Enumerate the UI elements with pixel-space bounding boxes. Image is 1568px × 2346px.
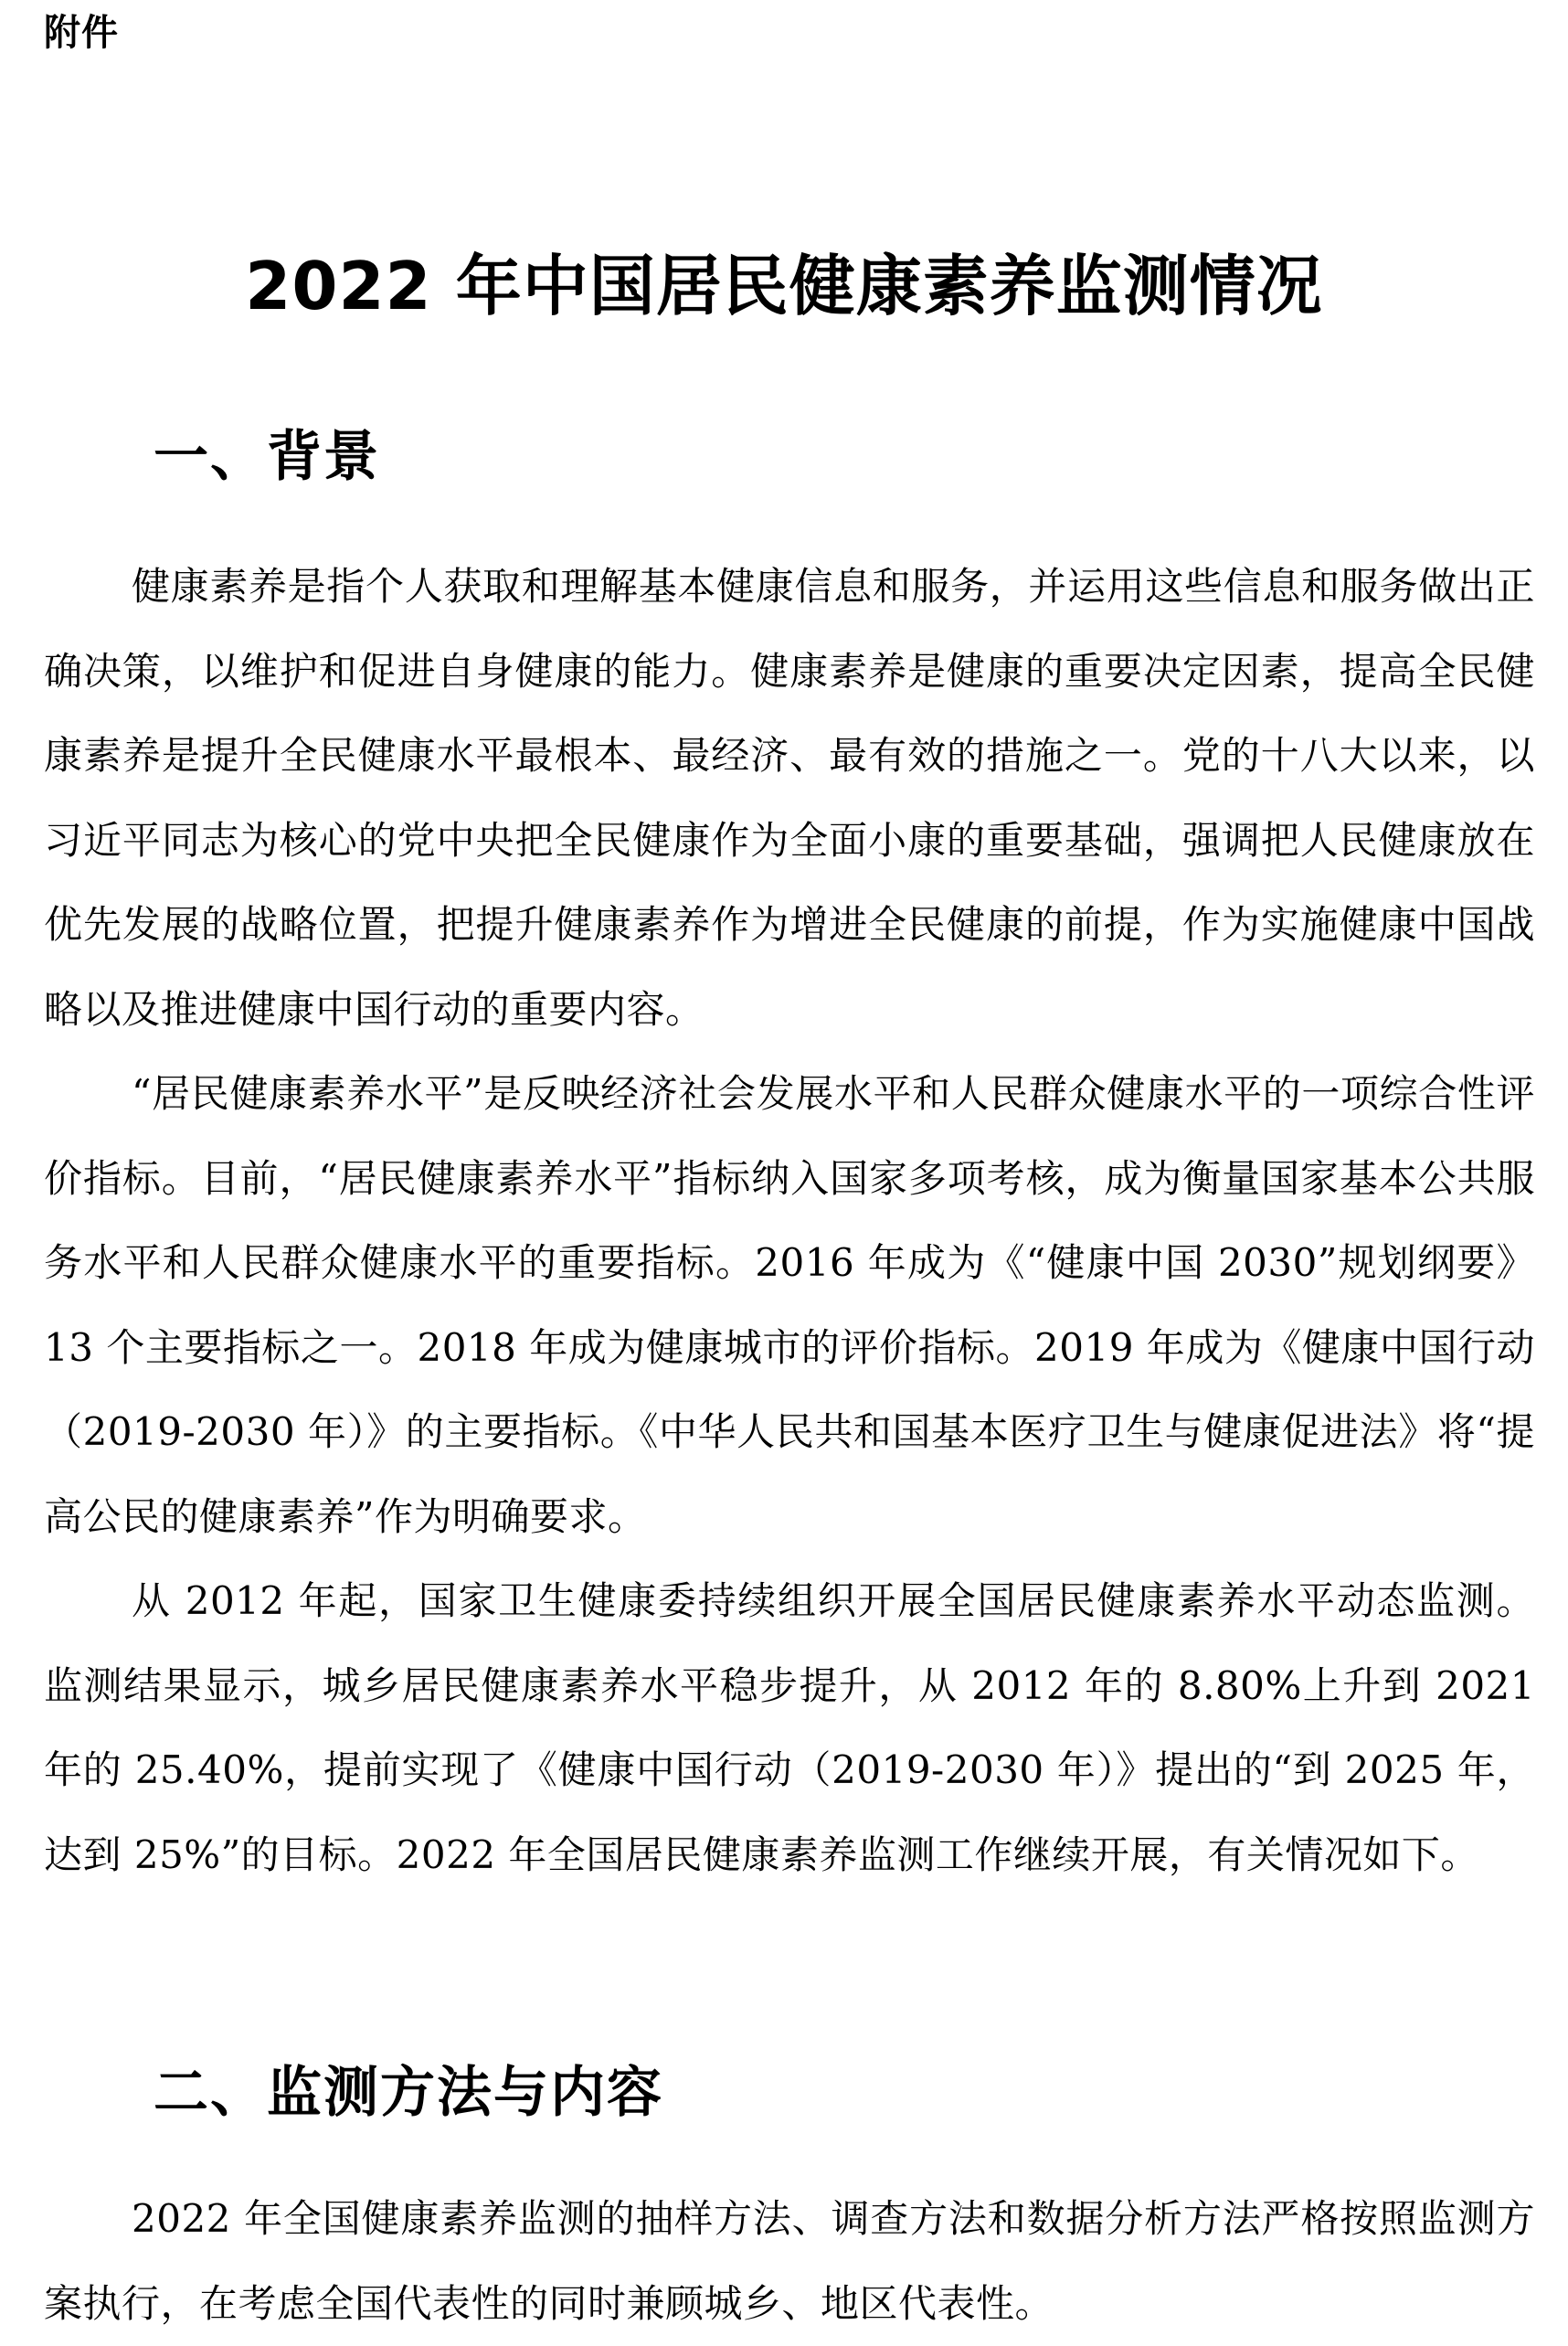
paragraph-literacy-indicator: “居民健康素养水平”是反映经济社会发展水平和人民群众健康水平的一项综合性评价指标。目前，“居民健康素养水平”指标纳入国家多项考核，成为衡量国家基本公共服务水平和人民群众健康水平的重要指标。2016 年成为《“健康中国 2030”规划纲要》13 个主要指标之一。2018 年成为健康城市的评价指标。2019 年成为《健康中国行动（2019-2030 年）》的主要指标。《中华人民共和国基本医疗卫生与健康促进法》将“提高公民的健康素养”作为明确要求。 (44, 1071, 1535, 1539)
paragraph-health-literacy-definition: 健康素养是指个人获取和理解基本健康信息和服务，并运用这些信息和服务做出正确决策，以维护和促进自身健康的能力。健康素养是健康的重要决定因素，提高全民健康素养是提升全民健康水平最根本、最经济、最有效的措施之一。党的十八大以来，以习近平同志为核心的党中央把全民健康作为全面小康的重要基础，强调把人民健康放在优先发展的战略位置，把提升健康素养作为增进全民健康的前提，作为实施健康中国战略以及推进健康中国行动的重要内容。 (44, 564, 1535, 1032)
document-title: 2022 年中国居民健康素养监测情况 (245, 248, 1323, 324)
paragraph-monitoring-history: 从 2012 年起，国家卫生健康委持续组织开展全国居民健康素养水平动态监测。监测结果显示，城乡居民健康素养水平稳步提升，从 2012 年的 8.80%上升到 2021 年的 25.40%，提前实现了《健康中国行动（2019-2030 年）》提出的“到 2025 年，达到 25%”的目标。2022 年全国居民健康素养监测工作继续开展，有关情况如下。 (44, 1578, 1535, 1877)
paragraph-sampling-methods: 2022 年全国健康素养监测的抽样方法、调查方法和数据分析方法严格按照监测方案执行，在考虑全国代表性的同时兼顾城乡、地区代表性。 (44, 2196, 1535, 2326)
attachment-label: 附件 (44, 12, 119, 54)
section-heading-background: 一、背景 (154, 425, 380, 489)
section-heading-methods: 二、监测方法与内容 (154, 2061, 663, 2125)
